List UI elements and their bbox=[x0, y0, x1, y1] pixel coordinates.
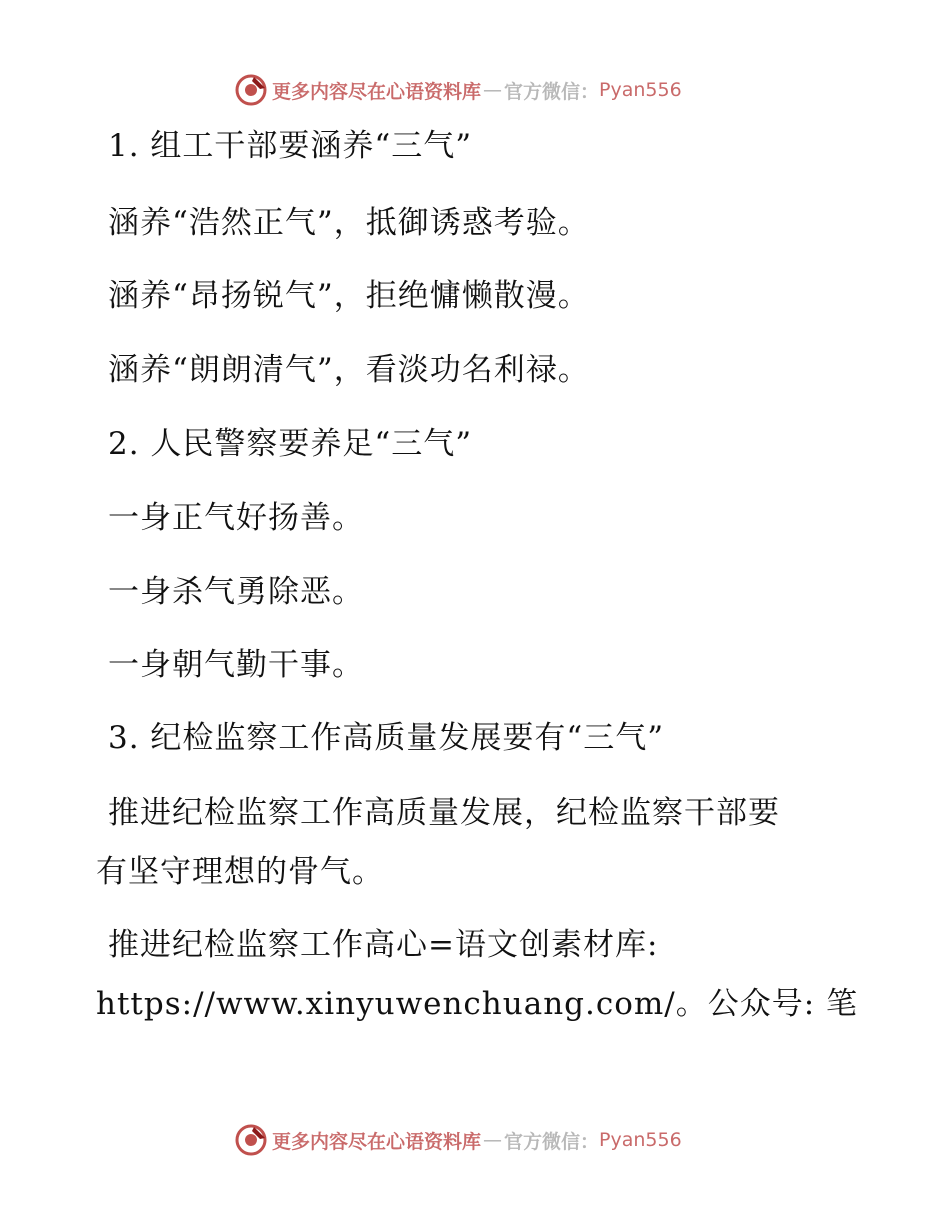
paragraph-line: 有坚守理想的骨气。 bbox=[96, 854, 384, 890]
paragraph-line: 推进纪检监察工作高质量发展，纪检监察干部要 bbox=[108, 795, 780, 831]
brand-logo-icon bbox=[234, 73, 268, 107]
heading-3: 3. 纪检监察工作高质量发展要有“三气” bbox=[108, 720, 665, 756]
paragraph-line: 一身朝气勤干事。 bbox=[108, 647, 364, 683]
paragraph-line: https://www.xinyuwenchuang.com/。公众号: 笔 bbox=[96, 986, 859, 1022]
watermark-contact-id: Pyan556 bbox=[599, 79, 682, 101]
header-watermark bbox=[234, 72, 682, 108]
heading-2: 2. 人民警察要养足“三气” bbox=[108, 426, 473, 462]
watermark-contact-label: 官方微信： bbox=[504, 1130, 600, 1153]
watermark-dash: — bbox=[483, 79, 503, 101]
footer-watermark bbox=[234, 1122, 682, 1158]
paragraph-line: 涵养“昂扬锐气”，拒绝慵懒散漫。 bbox=[108, 278, 590, 314]
paragraph-line: 一身杀气勇除恶。 bbox=[108, 574, 364, 610]
brand-logo-icon bbox=[234, 1123, 268, 1157]
paragraph-line: 一身正气好扬善。 bbox=[108, 500, 364, 536]
paragraph-line: 推进纪检监察工作高心=语文创素材库: bbox=[108, 927, 659, 963]
heading-1: 1. 组工干部要涵养“三气” bbox=[108, 128, 473, 164]
paragraph-line: 涵养“朗朗清气”，看淡功名利禄。 bbox=[108, 352, 590, 388]
watermark-contact-label: 官方微信： bbox=[504, 80, 600, 103]
watermark-dash: — bbox=[483, 1129, 503, 1151]
watermark-site-text: 更多内容尽在心语资料库 bbox=[272, 1130, 482, 1153]
watermark-contact-id: Pyan556 bbox=[599, 1129, 682, 1151]
watermark-site-text: 更多内容尽在心语资料库 bbox=[272, 80, 482, 103]
paragraph-line: 涵养“浩然正气”，抵御诱惑考验。 bbox=[108, 205, 590, 241]
